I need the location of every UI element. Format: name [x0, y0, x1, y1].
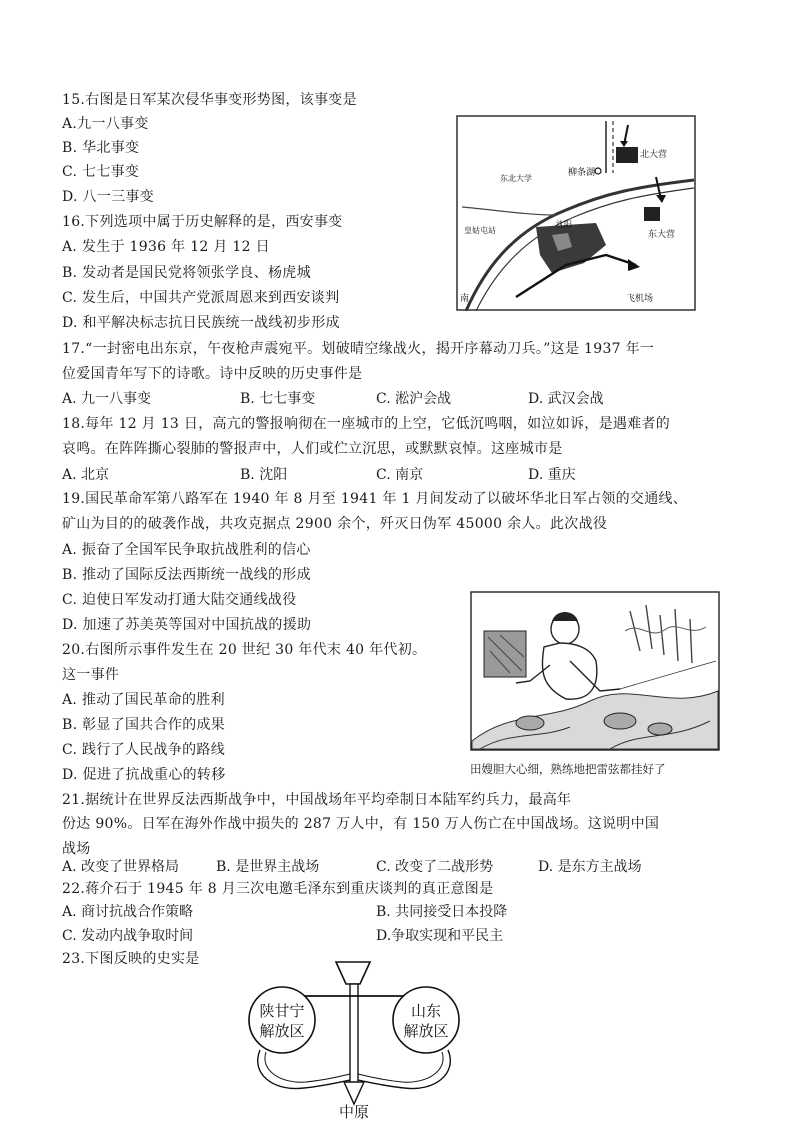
q16-stem: 16.下列选项中属于历史解释的是，西安事变 [62, 214, 343, 230]
q17-stem-line2: 位爱国青年写下的诗歌。诗中反映的历史事件是 [62, 366, 363, 382]
map-label-dongdaying: 东大营 [648, 230, 676, 240]
q21-option-c: C. 改变了二战形势 [376, 859, 494, 875]
map-label-nan: 南 [460, 294, 470, 304]
q17-option-c: C. 淞沪会战 [376, 391, 452, 407]
q22-option-a: A. 商讨抗战合作策略 [62, 904, 194, 920]
q16-option-b: B. 发动者是国民党将领张学良、杨虎城 [62, 265, 311, 281]
q16-option-c: C. 发生后，中国共产党派周恩来到西安谈判 [62, 290, 340, 306]
diagram-left-line2: 解放区 [259, 1022, 305, 1040]
q18-stem-line1: 18.每年 12 月 13 日，高亢的警报响彻在一座城市的上空，它低沉鸣咽，如泣如诉，是遇难者的 [62, 416, 671, 432]
illustration-caption: 田嫂胆大心细，熟练地把雷弦都挂好了 [470, 762, 666, 776]
q18-option-a: A. 北京 [62, 467, 110, 483]
liberated-areas-diagram [244, 954, 474, 1120]
q19-option-c: C. 迫使日军发动打通大陆交通线战役 [62, 592, 297, 608]
q22-option-c: C. 发动内战争取时间 [62, 928, 194, 944]
q21-stem-line1: 21.据统计在世界反法西斯战争中，中国战场年平均牵制日本陆军约兵力，最高年 [62, 792, 572, 808]
q15-option-c: C. 七七事变 [62, 164, 140, 180]
q20-option-c: C. 践行了人民战争的路线 [62, 742, 226, 758]
q22-stem: 22.蒋介石于 1945 年 8 月三次电邀毛泽东到重庆谈判的真正意图是 [62, 881, 494, 897]
map-label-beidaying: 北大营 [640, 150, 668, 160]
q22-option-d: D.争取实现和平民主 [376, 928, 504, 944]
q15-option-d: D. 八一三事变 [62, 189, 155, 205]
diagram-right-line1: 山东 [410, 1002, 442, 1020]
map-label-dongbei-daxue: 东北大学 [500, 174, 532, 183]
q20-stem-line2: 这一事件 [62, 667, 120, 683]
mukden-incident-map [456, 115, 696, 311]
q21-option-d: D. 是东方主战场 [538, 859, 642, 875]
q18-option-b: B. 沈阳 [240, 467, 288, 483]
q20-option-b: B. 彰显了国共合作的成果 [62, 717, 226, 733]
map-label-liutiaohu: 柳条湖 [568, 168, 596, 178]
diagram-bottom-label: 中原 [338, 1103, 370, 1120]
q17-option-d: D. 武汉会战 [528, 391, 604, 407]
q19-stem-line1: 19.国民革命军第八路军在 1940 年 8 月至 1941 年 1 月间发动了以破坏华北日军占领的交通线、 [62, 491, 688, 507]
q19-stem-line2: 矿山为目的的破袭作战，共攻克据点 2900 余个，歼灭日伪军 45000 余人。此次战役 [62, 516, 608, 532]
q18-option-d: D. 重庆 [528, 467, 576, 483]
map-label-huangguzhan: 皇姑屯站 [464, 226, 496, 235]
q21-stem-line3: 战场 [62, 841, 91, 857]
q18-stem-line2: 哀鸣。在阵阵撕心裂肺的警报声中，人们或伫立沉思，或默默哀悼。这座城市是 [62, 441, 563, 457]
diagram-left-line1: 陕甘宁 [259, 1002, 305, 1020]
q19-option-b: B. 推动了国际反法西斯统一战线的形成 [62, 567, 311, 583]
landmine-woodcut-illustration [470, 591, 720, 751]
q16-option-a: A. 发生于 1936 年 12 月 12 日 [62, 239, 270, 255]
q16-option-d: D. 和平解决标志抗日民族统一战线初步形成 [62, 315, 340, 331]
q21-option-a: A. 改变了世界格局 [62, 859, 180, 875]
q18-option-c: C. 南京 [376, 467, 424, 483]
q15-stem: 15.右图是日军某次侵华事变形势图，该事变是 [62, 92, 357, 108]
map-label-feijichang: 飞机场 [626, 294, 654, 304]
q17-stem-line1: 17.“一封密电出东京，午夜枪声震宛平。划破晴空缘战火，揭开序幕动刀兵。”这是 1937 年一 [62, 341, 655, 357]
q15-option-a: A.九一八事变 [62, 116, 149, 132]
q17-option-a: A. 九一八事变 [62, 391, 152, 407]
q23-stem: 23.下图反映的史实是 [62, 951, 200, 967]
q20-option-d: D. 促进了抗战重心的转移 [62, 767, 226, 783]
q20-stem-line1: 20.右图所示事件发生在 20 世纪 30 年代末 40 年代初。 [62, 642, 427, 658]
q19-option-d: D. 加速了苏美英等国对中国抗战的援助 [62, 617, 312, 633]
map-label-fengyang: 沈阳 [556, 220, 572, 229]
q15-option-b: B. 华北事变 [62, 140, 140, 156]
q20-option-a: A. 推动了国民革命的胜利 [62, 692, 225, 708]
q21-option-b: B. 是世界主战场 [216, 859, 320, 875]
diagram-right-line2: 解放区 [403, 1022, 449, 1040]
q17-option-b: B. 七七事变 [240, 391, 316, 407]
q21-stem-line2: 份达 90%。日军在海外作战中损失的 287 万人中，有 150 万人伤亡在中国战场。这说明中国 [62, 816, 660, 832]
q19-option-a: A. 振奋了全国军民争取抗战胜利的信心 [62, 542, 311, 558]
q22-option-b: B. 共同接受日本投降 [376, 904, 508, 920]
